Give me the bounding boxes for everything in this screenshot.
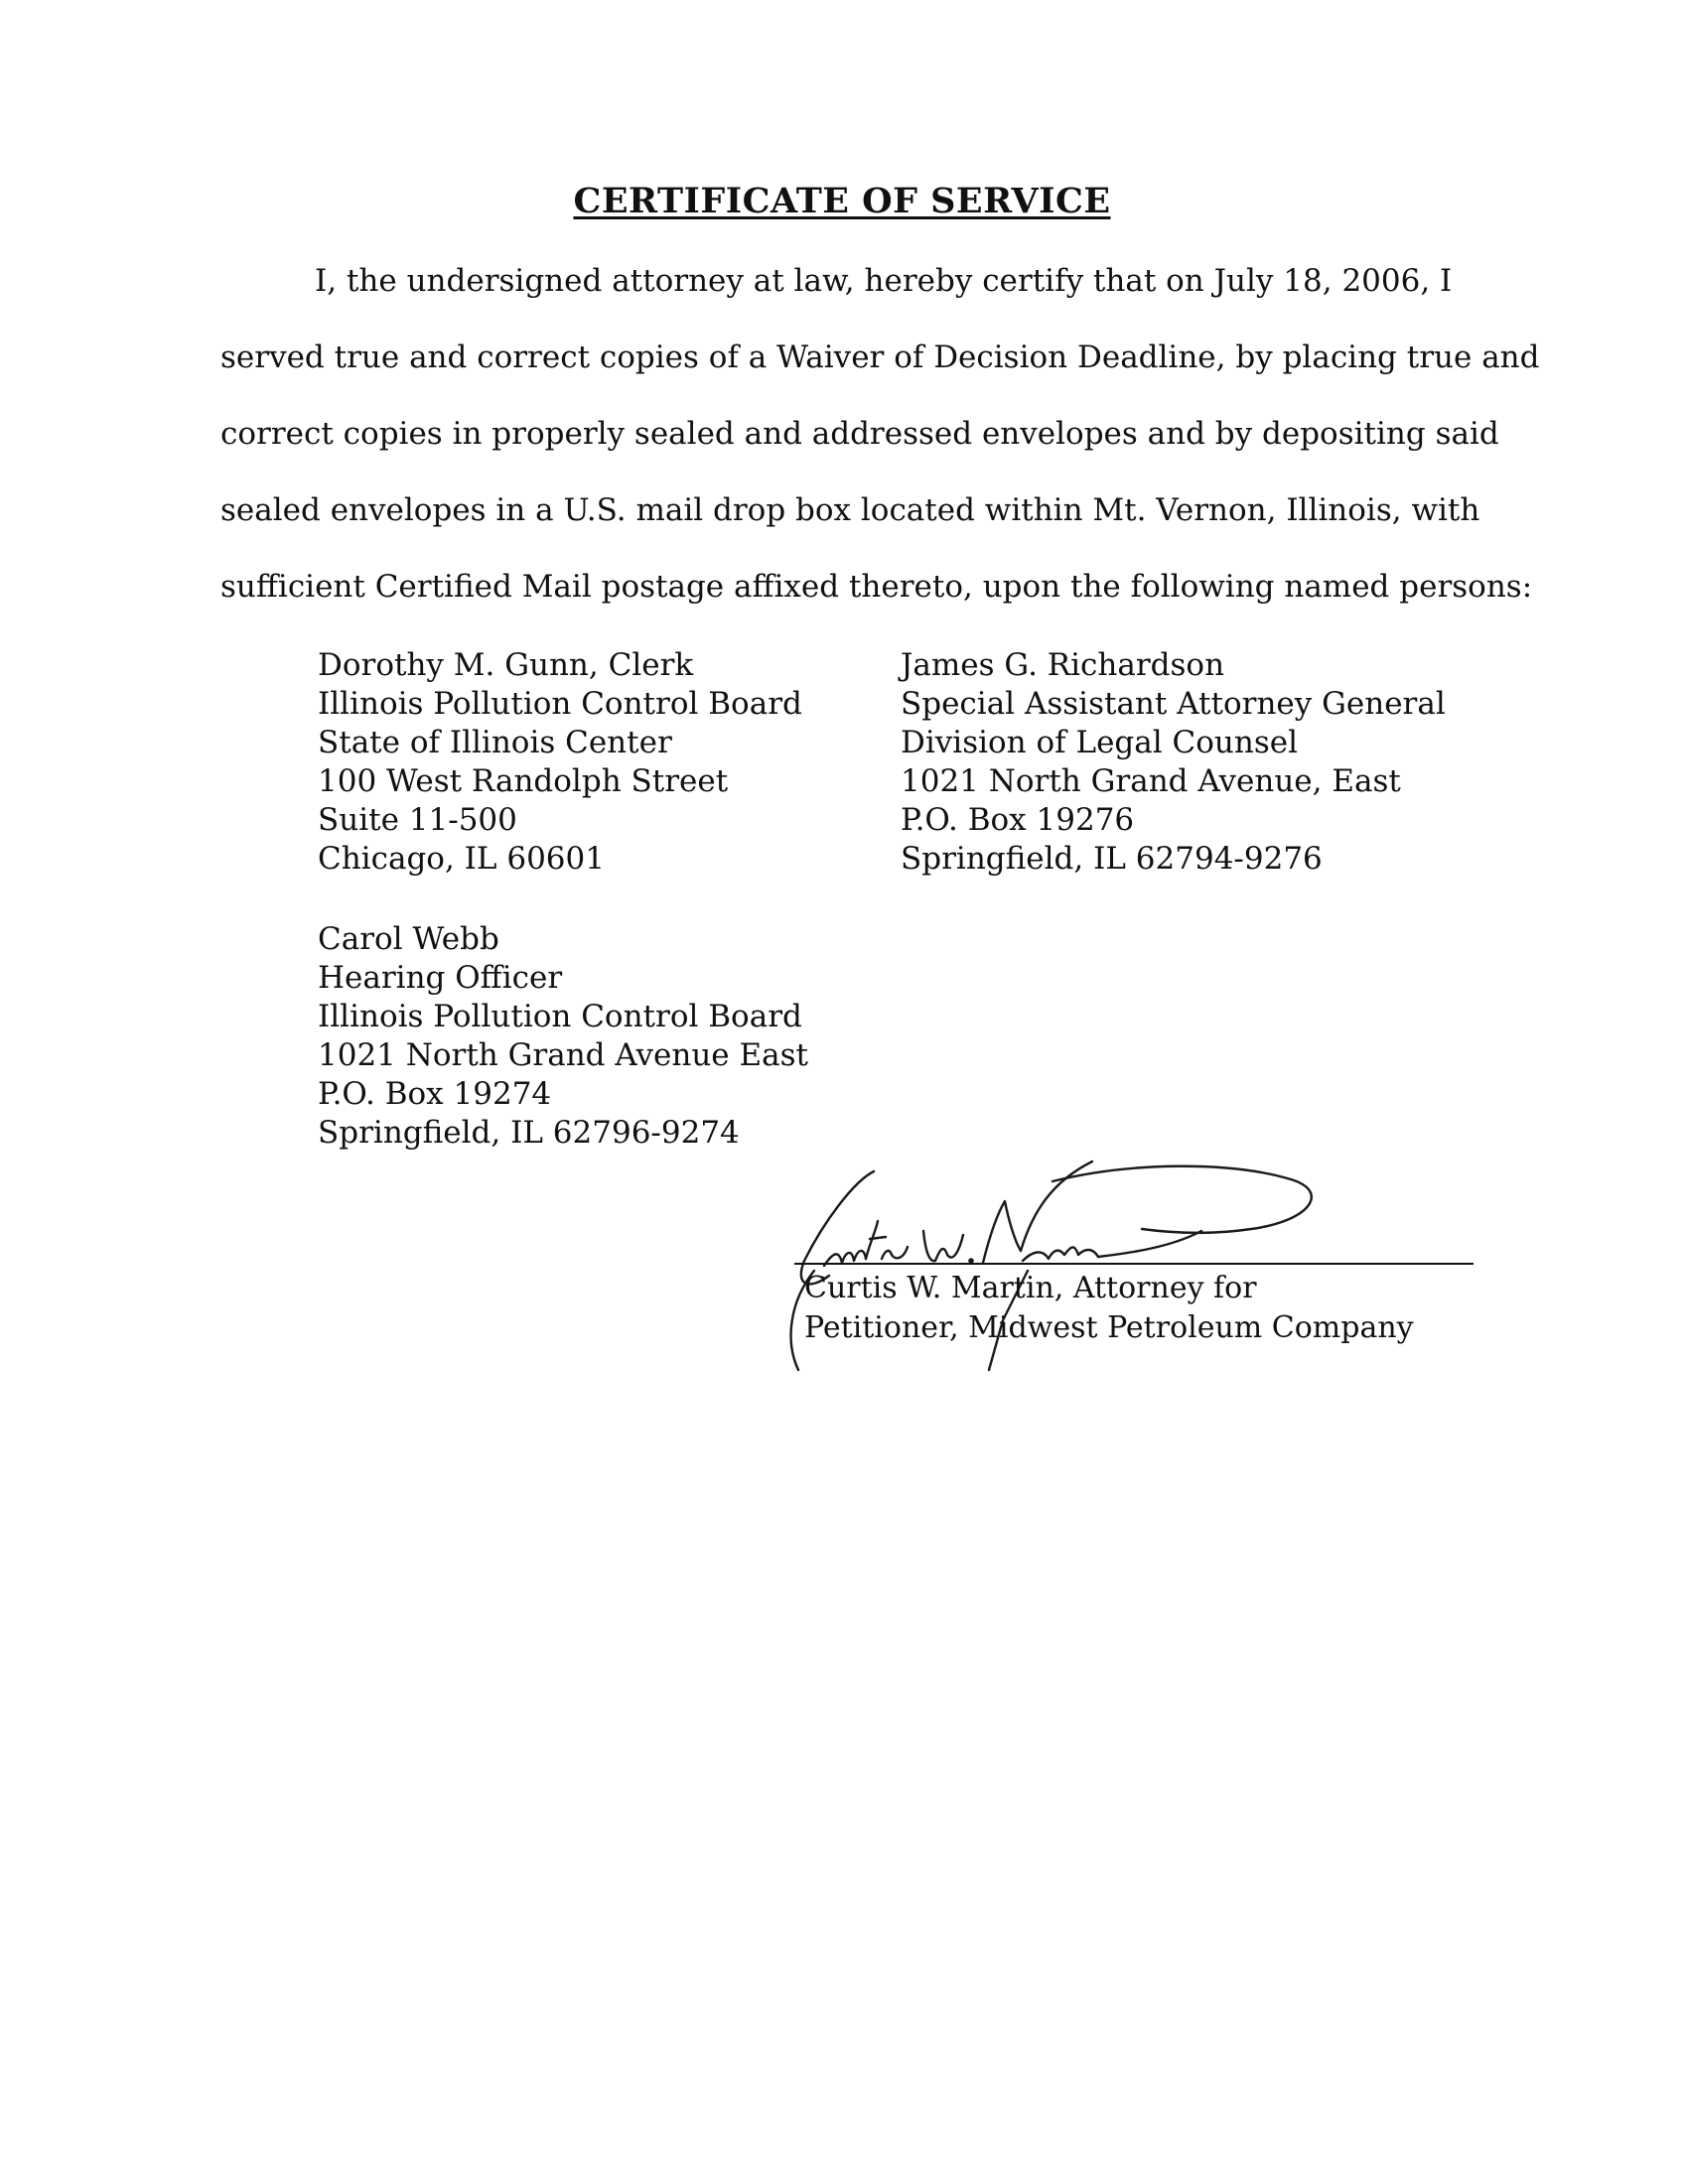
signature-block — [755, 1152, 1509, 1410]
address-line: State of Illinois Center — [318, 725, 672, 760]
address-line: 100 West Randolph Street — [318, 763, 729, 799]
signature-caption-line: Curtis W. Martin, Attorney for — [804, 1271, 1257, 1305]
address-block-gunn — [318, 646, 802, 879]
address-line: Illinois Pollution Control Board — [318, 999, 802, 1034]
address-line: Division of Legal Counsel — [901, 725, 1299, 760]
address-line: James G. Richardson — [901, 647, 1225, 683]
address-block-richardson — [901, 646, 1446, 879]
address-block-webb — [318, 920, 808, 1153]
signature-line — [794, 1263, 1474, 1265]
certification-paragraph — [220, 243, 1540, 625]
address-line: Carol Webb — [318, 921, 499, 957]
address-line: Springfield, IL 62794-9276 — [901, 841, 1323, 877]
signature-caption-line: Petitioner, Midwest Petroleum Company — [804, 1310, 1414, 1345]
signature-caption — [804, 1269, 1414, 1348]
address-line: 1021 North Grand Avenue, East — [901, 763, 1401, 799]
address-line: Hearing Officer — [318, 960, 563, 996]
document-title: CERTIFICATE OF SERVICE — [573, 181, 1111, 221]
paragraph-line: sealed envelopes in a U.S. mail drop box located within Mt. Vernon, Illinois, with — [220, 492, 1480, 528]
address-line: Illinois Pollution Control Board — [318, 686, 802, 722]
address-line: 1021 North Grand Avenue East — [318, 1037, 808, 1073]
address-line: Springfield, IL 62796-9274 — [318, 1115, 740, 1151]
paragraph-line: I, the undersigned attorney at law, hereby certify that on July 18, 2006, I — [315, 263, 1453, 299]
address-line: Chicago, IL 60601 — [318, 841, 605, 877]
paragraph-line: served true and correct copies of a Waiver of Decision Deadline, by placing true and — [220, 340, 1540, 375]
address-line: Dorothy M. Gunn, Clerk — [318, 647, 694, 683]
paragraph-line: sufficient Certified Mail postage affixed thereto, upon the following named persons: — [220, 569, 1533, 605]
address-line: Suite 11-500 — [318, 802, 517, 838]
address-line: P.O. Box 19276 — [901, 802, 1135, 838]
address-line: Special Assistant Attorney General — [901, 686, 1446, 722]
paragraph-line: correct copies in properly sealed and addressed envelopes and by depositing said — [220, 416, 1499, 452]
address-line: P.O. Box 19274 — [318, 1076, 552, 1112]
